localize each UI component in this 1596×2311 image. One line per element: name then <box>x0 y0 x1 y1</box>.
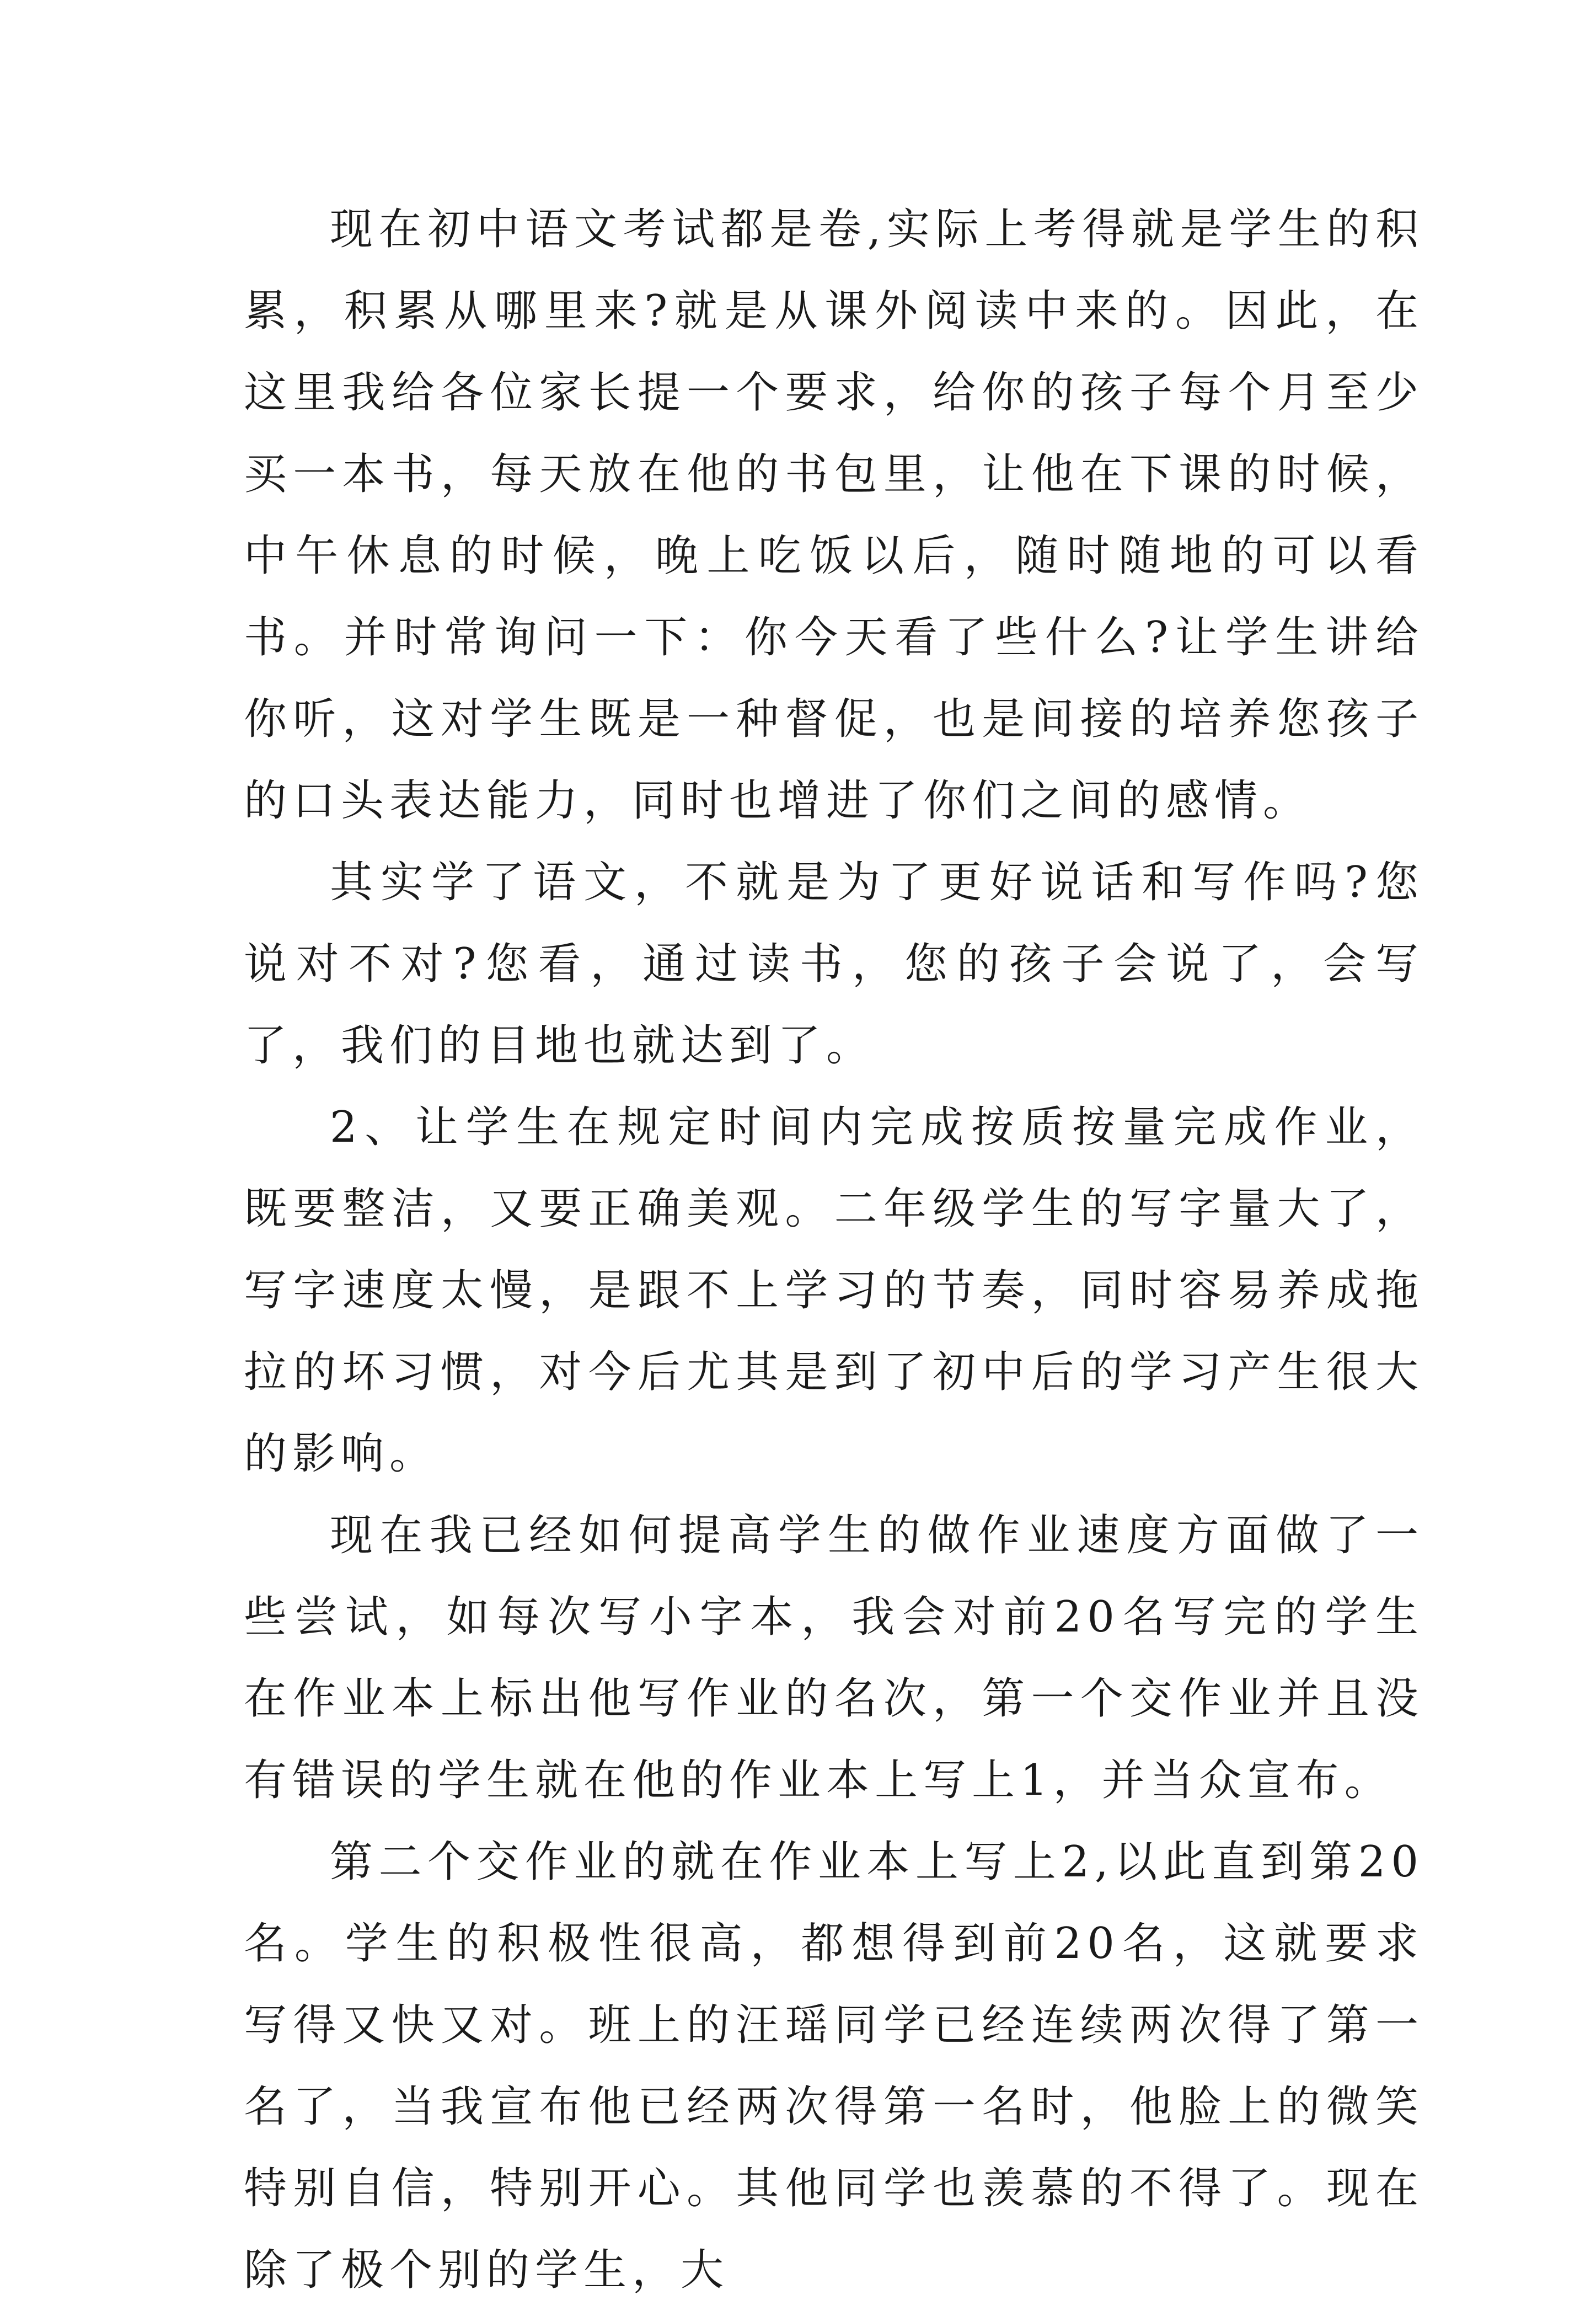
paragraph-reading-accumulation: 现在初中语文考试都是卷,实际上考得就是学生的积累，积累从哪里来?就是从课外阅读中来的。因此，在这里我给各位家长提一个要求，给你的孩子每个月至少买一本书，每天放在他的书包里，让他在下课的时候，中午休息的时候，晚上吃饭以后，随时随地的可以看书。并时常询问一下：你今天看了些什么?让学生讲给你听，这对学生既是一种督促，也是间接的培养您孩子的口头表达能力，同时也增进了你们之间的感情。 <box>244 205 1424 826</box>
paragraph-speed-attempt: 现在我已经如何提高学生的做作业速度方面做了一些尝试，如每次写小字本，我会对前20名写完的学生在作业本上标出他写作业的名次，第一个交作业并且没有错误的学生就在他的作业本上写上1，并当众宣布。 <box>244 1511 1424 1805</box>
paragraph-speaking-writing: 其实学了语文，不就是为了更好说话和写作吗?您说对不对?您看，通过读书，您的孩子会说了，会写了，我们的目地也就达到了。 <box>244 858 1424 1071</box>
paragraph-homework-requirement: 2、让学生在规定时间内完成按质按量完成作业，既要整洁，又要正确美观。二年级学生的写字量大了，写字速度太慢，是跟不上学习的节奏，同时容易养成拖拉的坏习惯，对今后尤其是到了初中后的学习产生很大的影响。 <box>244 1103 1424 1479</box>
document-body <box>244 189 1424 2311</box>
paragraph-ranking-motivation: 第二个交作业的就在作业本上写上2,以此直到第20名。学生的积极性很高，都想得到前20名，这就要求写得又快又对。班上的汪瑶同学已经连续两次得了第一名了，当我宣布他已经两次得第一名时，他脸上的微笑特别自信，特别开心。其他同学也羡慕的不得了。现在除了极个别的学生，大 <box>244 1837 1424 2295</box>
